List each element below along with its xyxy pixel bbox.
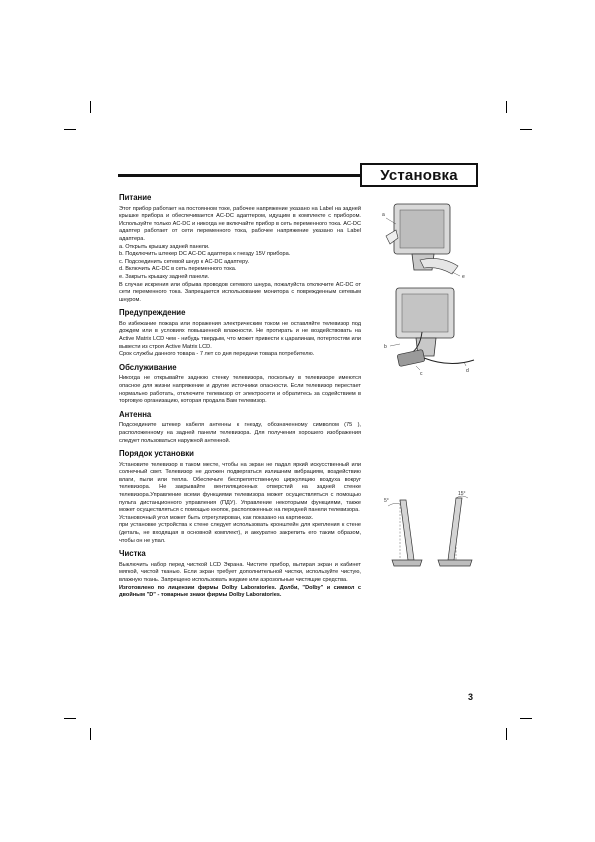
crop-mark (506, 101, 507, 113)
paragraph: В случае искрения или обрыва проводов сетевого шнура, пожалуйста отключите AC-DC от сети переменного тока. Запрещается использование монитора с поврежденным сетевым шнуром. (119, 281, 361, 303)
paragraph: Установите телевизор в таком месте, чтобы на экран не падал яркий искусственный или солнечный свет. Телевизор не должен подвергаться излишним вибрациям, воздействию влаги, пыли или тепла. Обеспечьте беспрепятственную циркуляцию воздуха вокруг телевизора. Не закрывайте вентиляционных отверстий на задней стенке телевизора.Управление всеми функциями телевизора может осуществляться с помощью пульта дистанционного управления (ПДУ). Управление некоторыми функциями, также может осуществляться с помощью кнопок, расположенных на передней панели телевизора. (119, 461, 361, 514)
dolby-license-note: Изготовлено по лицензии фирмы Dolby Laboratories. Долби, "Dolby" и символ с двойным "D" - товарные знаки фирмы Dolby Laboratories. (119, 584, 361, 599)
section-heading: Обслуживание (119, 362, 177, 372)
crop-mark (90, 728, 91, 740)
paragraph: Никогда не открывайте заднюю стенку телевизора, поскольку в телевизоре имеются опасное для жизни напряжение и другие источники опасности. Если телевизор перестает нормально работать, отключите телевизор от электросети и обратитесь за содействием в торговую организацию, которая продала Вам телевизор. (119, 375, 361, 405)
page-number: 3 (468, 692, 474, 702)
title-band (118, 163, 478, 187)
figure-label: d (466, 368, 469, 374)
section-cleaning (119, 550, 361, 600)
paragraph: Во избежание пожара или поражения электрическим током не оставляйте телевизор под дождем или в условиях повышенной влажности. Не протирать и не воздействовать на Active Matrix LCD чем - нибудь твердым, что может привести к царапинам, потертостям или вывести из строя Active Matrix LCD. (119, 320, 361, 350)
section-installation (119, 450, 361, 545)
section-heading: Антенна (119, 409, 152, 419)
figure-label: e (462, 274, 465, 280)
paragraph: Выключить набор перед чисткой LCD Экрана. Чистите прибор, вытирая экран и кабинет мягкой, чистой тканью. Если экран требует дополнительной чистки, используйте чистую, влажную ткань. Запрещено использовать жидкие или аэрозольные чистящие средства. (119, 561, 361, 583)
page-title: Установка (360, 163, 478, 187)
paragraph: Подсоедините штекер кабеля антенны к гнезду, обозначенному символом (75 ), расположенному на задней панели телевизора. Для получения хорошего изображения следует пользоваться наружной антенной. (119, 422, 361, 444)
figure-label: 15° (458, 491, 466, 497)
crop-mark (64, 129, 76, 130)
crop-mark (520, 129, 532, 130)
section-heading: Питание (119, 193, 152, 202)
section-heading: Чистка (119, 549, 146, 559)
list-item: e. Закрыть крышку задней панели. (119, 273, 210, 280)
section-heading: Порядок установки (119, 449, 194, 459)
crop-mark (64, 718, 76, 719)
list-item: b. Подключить штекер DC AC-DC адаптера к гнезду 15V прибора. (119, 251, 291, 258)
figure-back-cover (380, 200, 475, 280)
list-item: d. Включить AC-DC в сеть переменного тока. (119, 266, 237, 273)
section-maintenance (119, 364, 361, 406)
figure-tilt-angles (382, 490, 482, 575)
crop-mark (520, 718, 532, 719)
section-heading: Предупреждение (119, 308, 186, 318)
list-item: c. Подсоединить сетевой шнур к AC-DC адаптеру. (119, 258, 250, 265)
main-text-column (119, 194, 361, 605)
paragraph: Срок службы данного товара - 7 лет со дня передачи товара потребителю. (119, 351, 315, 358)
section-warning (119, 309, 361, 359)
figure-label: b (384, 344, 387, 350)
paragraph: при установке устройства к стене следует использовать кронштейн для крепления к стене (деталь, не входящая в основной комплект), и аккуратно закрепить его таким образом, чтобы он не упал. (119, 522, 361, 544)
figure-label: 5° (384, 498, 389, 504)
section-power (119, 194, 361, 304)
paragraph: Установочный угол может быть отрегулирован, как показано на картинках. (119, 514, 314, 521)
crop-mark (506, 728, 507, 740)
paragraph: Этот прибор работает на постоянном токе, рабочее напряжение указано на Label на задней крышке прибора и обеспечивается AC-DC адаптером, идущим в комплекте с прибором. Используйте только AC-DC и никогда не включайте прибор в сеть переменного тока. AC-DC адаптер работает от сети переменного тока, рабочее напряжение указано на Label адаптера. (119, 205, 361, 242)
figure-label: a (382, 212, 385, 218)
crop-mark (90, 101, 91, 113)
figure-adapter-connection (380, 286, 480, 376)
list-item: a. Открыть крышку задней панели. (119, 243, 210, 250)
section-antenna (119, 411, 361, 445)
figure-label: c (420, 371, 423, 376)
